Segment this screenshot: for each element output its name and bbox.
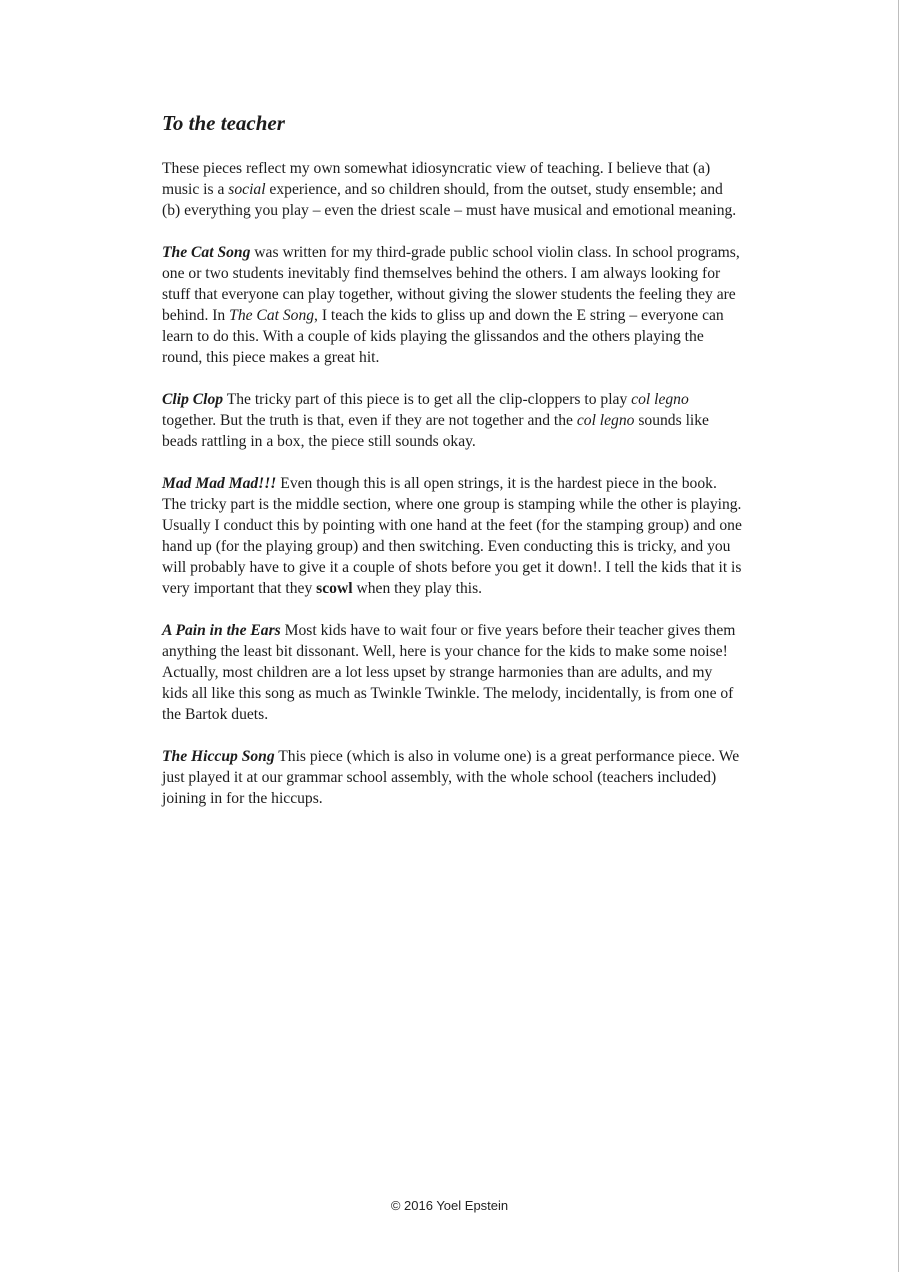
- mad-mad-mad-text-2: when they play this.: [352, 580, 483, 597]
- hiccup-song-text: This piece (which is also in volume one) is a great performance piece. We just played it at our grammar school assembly, with the whole school (teachers included) joining in for the hiccups.: [162, 748, 740, 807]
- copyright-footer: © 2016 Yoel Epstein: [390, 1198, 509, 1213]
- pain-in-ears-paragraph: [162, 620, 742, 725]
- mad-mad-mad-heading: Mad Mad Mad!!!: [162, 475, 277, 492]
- intro-emphasis: social: [228, 181, 266, 198]
- page-title: To the teacher: [162, 111, 285, 135]
- cat-song-text-1: was written for my third-grade public school violin class. In school programs, one or two students inevitably find themselves behind the others. I am always looking for stuff that everyone can play together, without giving the slower students the feeling they are behind. In: [162, 244, 740, 324]
- mad-mad-mad-text-1: Even though this is all open strings, it is the hardest piece in the book. The tricky part is the middle section, where one group is stamping while the other is playing. Usually I conduct this by pointing with one hand at the feet (for the stamping group) and one hand up (for the playing group) and then switching. Even conducting this is tricky, and you will probably have to give it a couple of shots before you get it down!. I tell the kids that it is very important that they: [162, 475, 742, 597]
- clip-clop-emphasis-2: col legno: [576, 412, 635, 429]
- intro-text-1: These pieces reflect my own somewhat idiosyncratic view of teaching. I believe that (a) music is a: [162, 160, 711, 198]
- cat-song-text-2: , I teach the kids to gliss up and down the E string – everyone can learn to do this. With a couple of kids playing the glissandos and the others playing the round, this piece makes a great hit.: [162, 307, 724, 366]
- mad-mad-mad-paragraph: [162, 473, 742, 599]
- clip-clop-text-1: The tricky part of this piece is to get all the clip-cloppers to play: [223, 391, 632, 408]
- cat-song-emphasis: The Cat Song: [229, 307, 315, 324]
- document-body: [162, 108, 742, 830]
- intro-text-2: experience, and so children should, from the outset, study ensemble; and (b) everything you play – even the driest scale – must have musical and emotional meaning.: [162, 181, 737, 219]
- pain-in-ears-heading: A Pain in the Ears: [162, 622, 281, 639]
- pain-in-ears-text: Most kids have to wait four or five years before their teacher gives them anything the least bit dissonant. Well, here is your chance for the kids to make some noise! Actually, most children are a lot less upset by strange harmonies than are adults, and my kids all like this song as much as Twinkle Twinkle. The melody, incidentally, is from one of the Bartok duets.: [162, 622, 736, 723]
- cat-song-paragraph: [162, 242, 742, 368]
- clip-clop-paragraph: [162, 389, 742, 452]
- hiccup-song-paragraph: [162, 746, 742, 809]
- clip-clop-emphasis-1: col legno: [631, 391, 689, 408]
- cat-song-heading: The Cat Song: [162, 244, 251, 261]
- intro-paragraph: [162, 158, 742, 221]
- hiccup-song-heading: The Hiccup Song: [162, 748, 275, 765]
- clip-clop-text-2: together. But the truth is that, even if they are not together and the: [162, 412, 577, 429]
- clip-clop-heading: Clip Clop: [162, 391, 224, 408]
- clip-clop-text-3: sounds like beads rattling in a box, the piece still sounds okay.: [162, 412, 709, 450]
- mad-mad-mad-strong: scowl: [316, 580, 353, 597]
